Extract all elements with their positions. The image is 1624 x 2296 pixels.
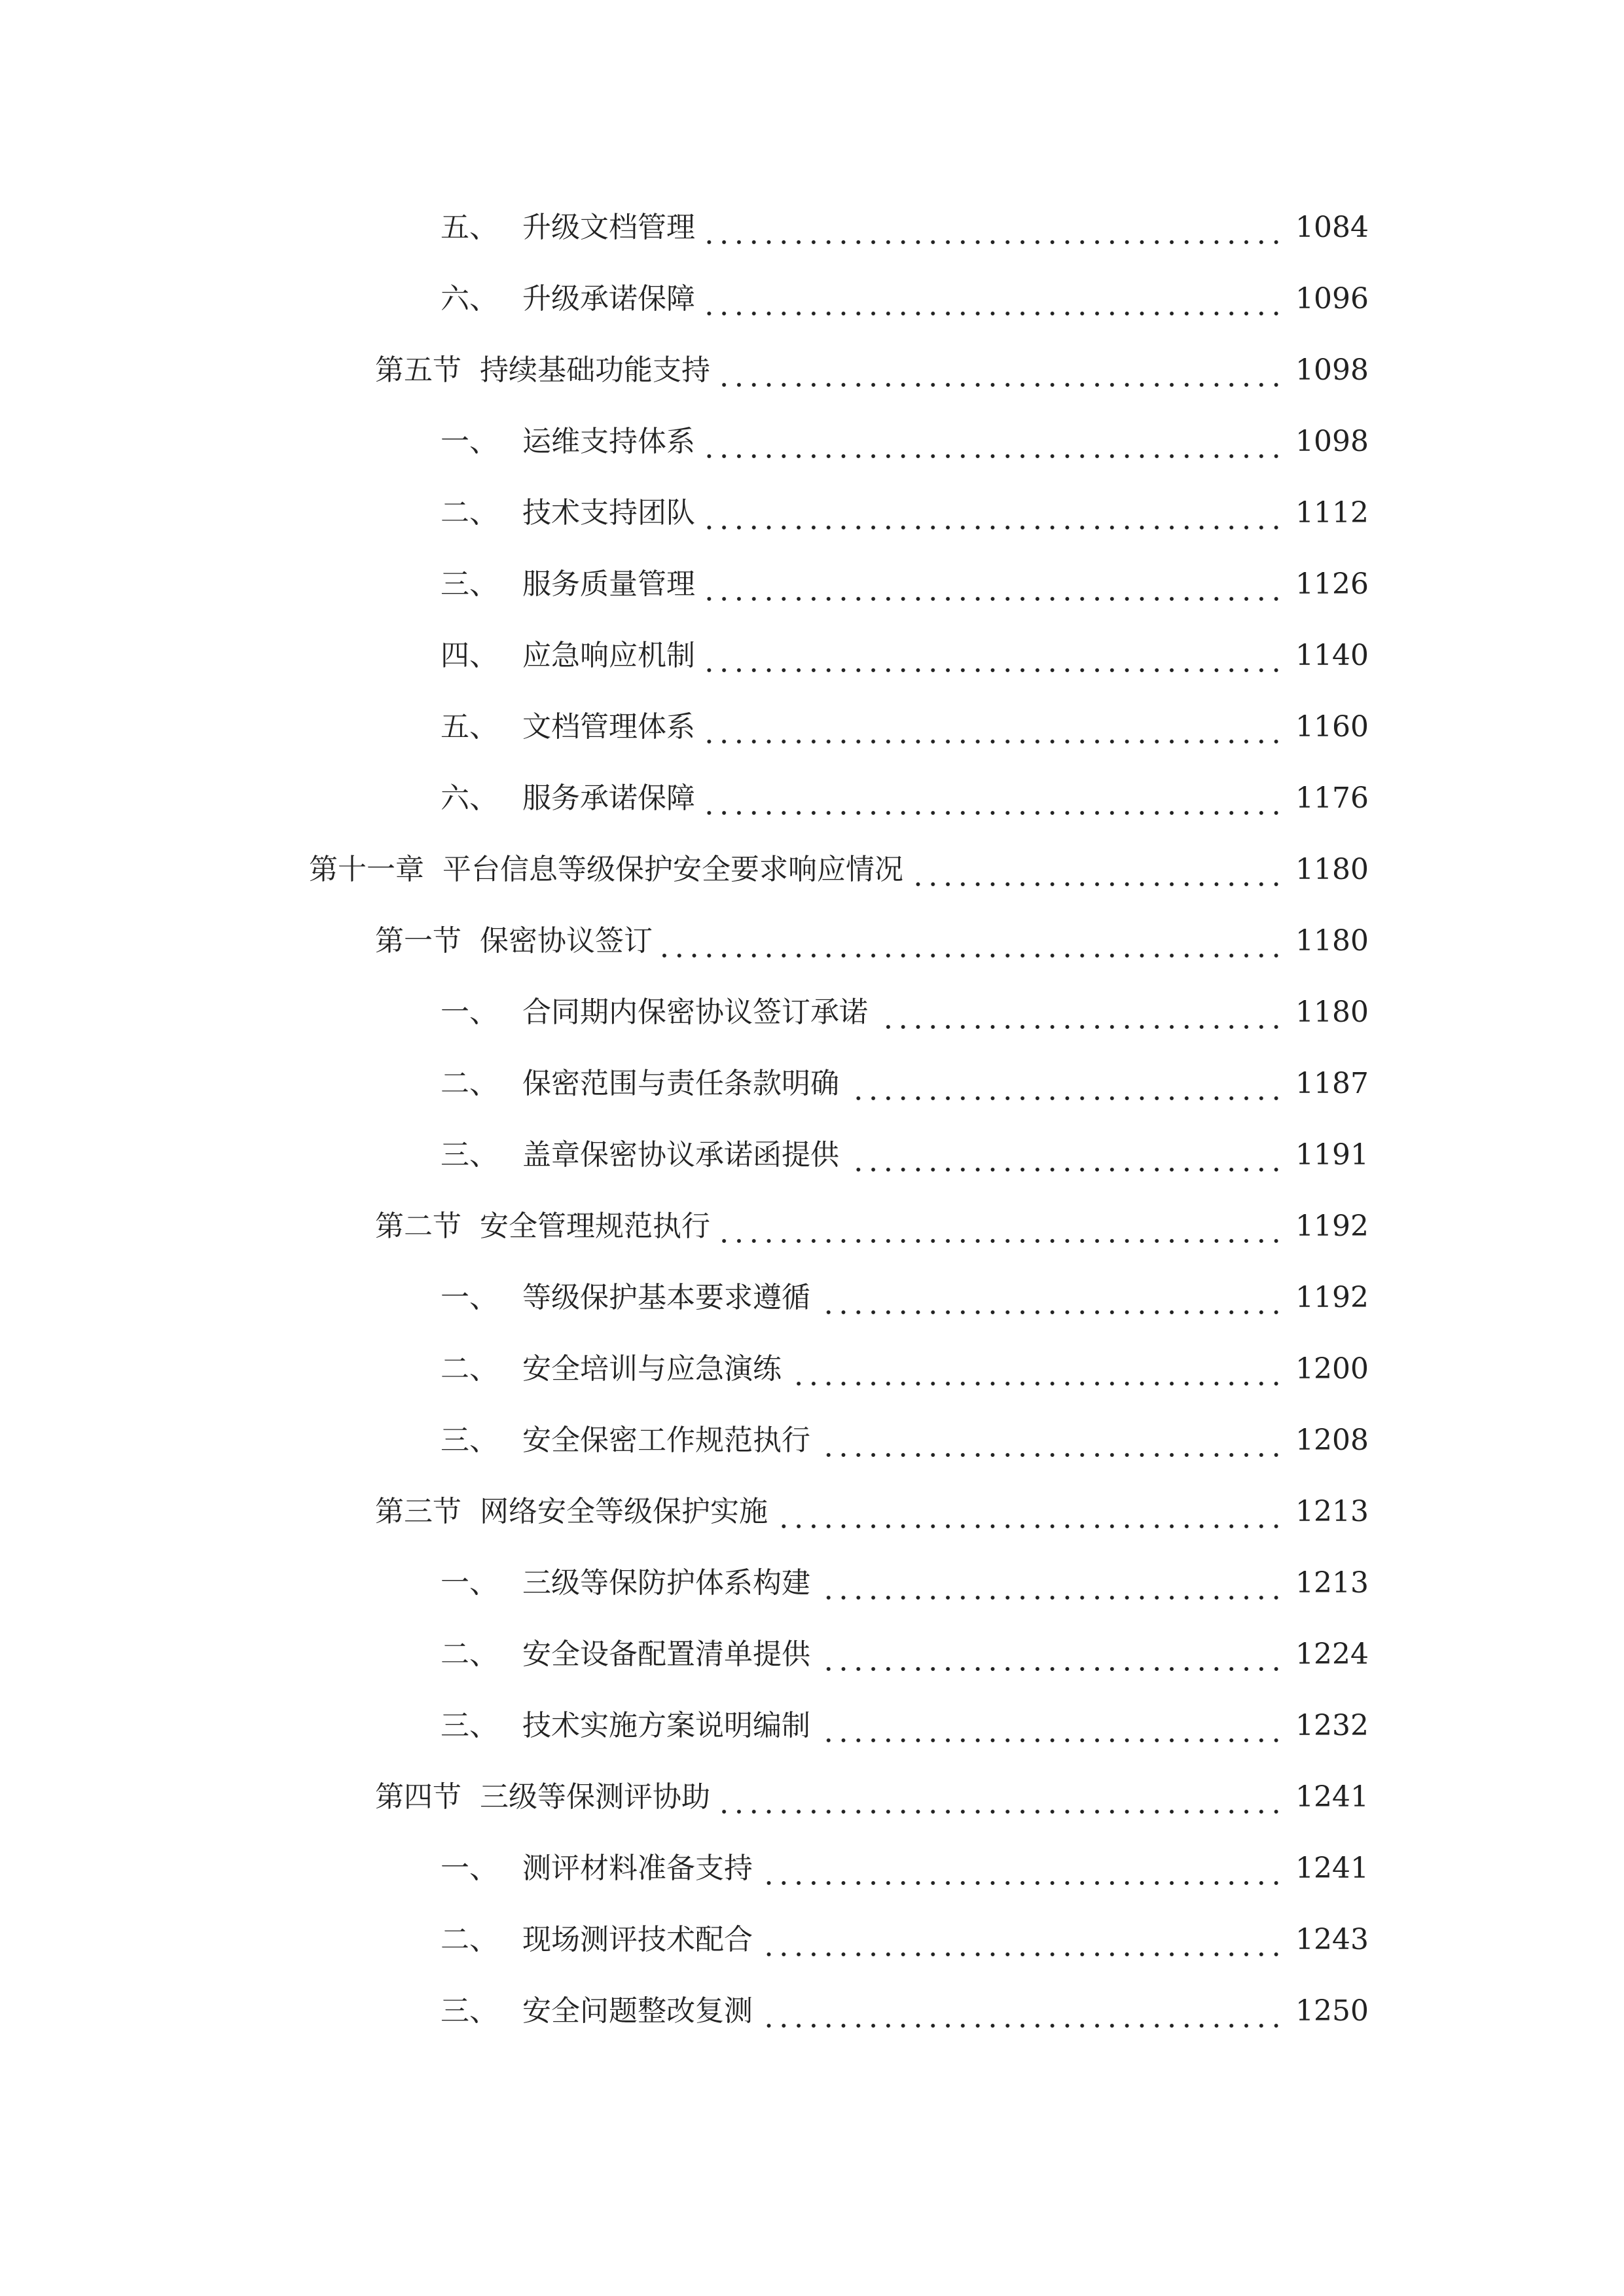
dot-leader (776, 1501, 1284, 1530)
toc-entry-number: 三、 (441, 1138, 498, 1172)
toc-entry-number: 六、 (441, 781, 498, 815)
toc-entry-number: 一、 (441, 1566, 498, 1600)
toc-entry-number: 二、 (441, 1638, 498, 1671)
dot-leader (703, 717, 1284, 745)
toc-entry-title: 应急响应机制 (522, 639, 695, 672)
toc-entry-title: 等级保护基本要求遵循 (522, 1281, 810, 1314)
toc-entry-title: 安全设备配置清单提供 (522, 1638, 810, 1671)
toc-entry[interactable] (0, 1554, 1624, 1613)
toc-entry-title: 合同期内保密协议签订承诺 (522, 996, 868, 1029)
dot-leader (876, 1002, 1284, 1031)
toc-entry-title: 升级承诺保障 (522, 282, 695, 315)
toc-entry-number: 六、 (441, 282, 498, 315)
toc-entry-number: 第四节 (375, 1780, 461, 1814)
dot-leader (703, 431, 1284, 460)
toc-entry-title: 盖章保密协议承诺函提供 (522, 1138, 839, 1172)
dot-leader (718, 1787, 1284, 1816)
toc-entry-page: 1224 (1295, 1638, 1369, 1671)
toc-entry-number: 第一节 (375, 924, 461, 958)
toc-entry-page: 1180 (1295, 924, 1369, 958)
dot-leader (718, 1216, 1284, 1245)
toc-entry-page: 1213 (1295, 1566, 1369, 1600)
toc-entry[interactable] (0, 1696, 1624, 1755)
toc-entry-number: 一、 (441, 425, 498, 458)
dot-leader (703, 503, 1284, 531)
toc-entry-section[interactable] (0, 1197, 1624, 1256)
toc-entry-page: 1191 (1295, 1138, 1369, 1172)
toc-entry-page: 1176 (1295, 781, 1369, 815)
toc-entry[interactable] (0, 1910, 1624, 1969)
toc-entry-number: 二、 (441, 1923, 498, 1956)
toc-entry-number: 三、 (441, 1709, 498, 1742)
dot-leader (818, 1573, 1284, 1602)
toc-entry[interactable] (0, 698, 1624, 757)
toc-entry[interactable] (0, 1340, 1624, 1399)
toc-entry-page: 1192 (1295, 1281, 1369, 1314)
toc-entry-title: 网络安全等级保护实施 (480, 1495, 768, 1528)
toc-entry[interactable] (0, 1268, 1624, 1327)
toc-entry-number: 二、 (441, 1352, 498, 1386)
toc-entry-page: 1232 (1295, 1709, 1369, 1742)
toc-entry-page: 1096 (1295, 282, 1369, 315)
dot-leader (703, 788, 1284, 817)
toc-entry[interactable] (0, 1839, 1624, 1898)
toc-entry-number: 一、 (441, 996, 498, 1029)
toc-entry-number: 五、 (441, 710, 498, 744)
dot-leader (818, 1430, 1284, 1459)
toc-entry-title: 技术实施方案说明编制 (522, 1709, 810, 1742)
toc-entry-title: 安全管理规范执行 (480, 1210, 710, 1243)
toc-entry-section[interactable] (0, 1482, 1624, 1541)
toc-entry-title: 安全保密工作规范执行 (522, 1424, 810, 1457)
toc-entry[interactable] (0, 198, 1624, 257)
toc-entry[interactable] (0, 412, 1624, 471)
toc-entry-title: 保密协议签订 (480, 924, 653, 958)
toc-entry-page: 1208 (1295, 1424, 1369, 1457)
toc-entry-page: 1112 (1295, 496, 1369, 529)
toc-entry-title: 现场测评技术配合 (522, 1923, 753, 1956)
toc-entry-page: 1126 (1295, 567, 1369, 601)
toc-entry-title: 服务质量管理 (522, 567, 695, 601)
toc-entry-page: 1140 (1295, 639, 1369, 672)
toc-entry-page: 1160 (1295, 710, 1369, 744)
toc-entry-page: 1200 (1295, 1352, 1369, 1386)
toc-entry-page: 1180 (1295, 996, 1369, 1029)
toc-entry-number: 四、 (441, 639, 498, 672)
toc-entry-page: 1192 (1295, 1210, 1369, 1243)
dot-leader (761, 2001, 1284, 2030)
dot-leader (818, 1715, 1284, 1744)
toc-entry-number: 第三节 (375, 1495, 461, 1528)
toc-entry-chapter[interactable] (0, 840, 1624, 899)
toc-entry-number: 二、 (441, 496, 498, 529)
toc-entry-number: 第五节 (375, 353, 461, 387)
toc-entry[interactable] (0, 983, 1624, 1042)
toc-entry-page: 1243 (1295, 1923, 1369, 1956)
toc-entry[interactable] (0, 1054, 1624, 1113)
dot-leader (703, 217, 1284, 246)
toc-entry-title: 平台信息等级保护安全要求响应情况 (442, 853, 903, 886)
toc-entry-title: 安全问题整改复测 (522, 1994, 753, 2028)
toc-entry-number: 三、 (441, 567, 498, 601)
toc-entry[interactable] (0, 769, 1624, 828)
toc-entry[interactable] (0, 1982, 1624, 2041)
toc-entry-page: 1213 (1295, 1495, 1369, 1528)
toc-entry-title: 服务承诺保障 (522, 781, 695, 815)
dot-leader (761, 1858, 1284, 1887)
dot-leader (847, 1073, 1284, 1102)
toc-entry[interactable] (0, 484, 1624, 543)
toc-entry-number: 第二节 (375, 1210, 461, 1243)
toc-entry-title: 文档管理体系 (522, 710, 695, 744)
dot-leader (818, 1287, 1284, 1316)
toc-entry-page: 1241 (1295, 1780, 1369, 1814)
toc-entry-page: 1187 (1295, 1067, 1369, 1100)
toc-entry[interactable] (0, 626, 1624, 685)
dot-leader (818, 1644, 1284, 1673)
toc-entry-title: 运维支持体系 (522, 425, 695, 458)
toc-entry-section[interactable] (0, 341, 1624, 400)
toc-entry[interactable] (0, 1126, 1624, 1185)
toc-entry-title: 升级文档管理 (522, 211, 695, 244)
toc-entry-number: 五、 (441, 211, 498, 244)
toc-entry-title: 保密范围与责任条款明确 (522, 1067, 839, 1100)
toc-entry[interactable] (0, 1625, 1624, 1684)
dot-leader (703, 289, 1284, 317)
dot-leader (703, 645, 1284, 674)
toc-entry-page: 1250 (1295, 1994, 1369, 2028)
toc-entry-number: 三、 (441, 1424, 498, 1457)
dot-leader (761, 1929, 1284, 1958)
dot-leader (660, 931, 1284, 960)
toc-entry-page: 1098 (1295, 353, 1369, 387)
toc-entry-number: 一、 (441, 1852, 498, 1885)
toc-entry-page: 1098 (1295, 425, 1369, 458)
toc-entry-title: 测评材料准备支持 (522, 1852, 753, 1885)
dot-leader (789, 1359, 1284, 1388)
toc-entry-page: 1084 (1295, 211, 1369, 244)
toc-entry[interactable] (0, 1411, 1624, 1470)
toc-entry-section[interactable] (0, 912, 1624, 971)
toc-entry[interactable] (0, 555, 1624, 614)
toc-entry-page: 1180 (1295, 853, 1369, 886)
toc-entry-title: 持续基础功能支持 (480, 353, 710, 387)
toc-entry-title: 安全培训与应急演练 (522, 1352, 782, 1386)
dot-leader (847, 1145, 1284, 1174)
dot-leader (718, 360, 1284, 389)
toc-entry-title: 三级等保防护体系构建 (522, 1566, 810, 1600)
toc-entry-title: 技术支持团队 (522, 496, 695, 529)
dot-leader (703, 574, 1284, 603)
toc-entry-section[interactable] (0, 1768, 1624, 1827)
dot-leader (911, 859, 1284, 888)
toc-entry-title: 三级等保测评协助 (480, 1780, 710, 1814)
toc-entry-number: 二、 (441, 1067, 498, 1100)
toc-entry-number: 三、 (441, 1994, 498, 2028)
toc-entry[interactable] (0, 270, 1624, 329)
toc-entry-number: 第十一章 (309, 853, 424, 886)
toc-entry-page: 1241 (1295, 1852, 1369, 1885)
toc-entry-number: 一、 (441, 1281, 498, 1314)
